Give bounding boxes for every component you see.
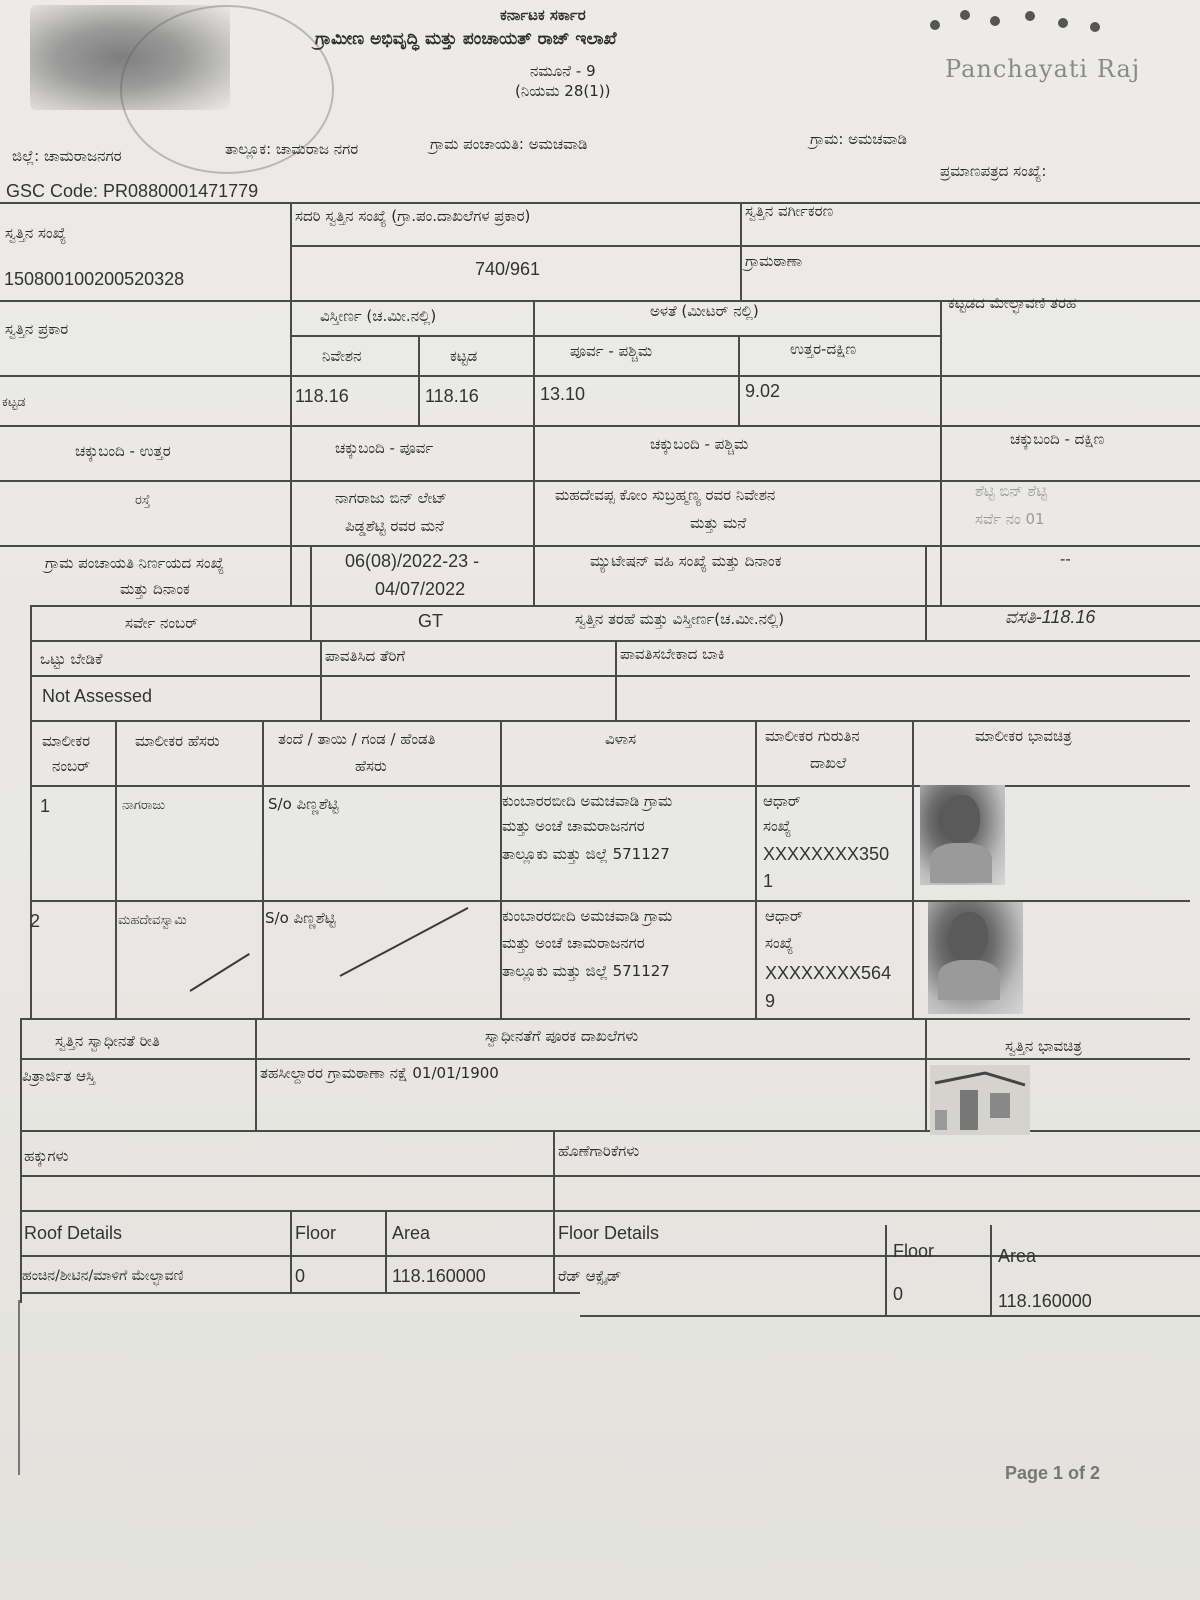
roof-details-label: Roof Details bbox=[24, 1223, 123, 1243]
east-west-value: 13.10 bbox=[540, 384, 586, 404]
property-type-label: ಸ್ವತ್ತಿನ ಪ್ರಕಾರ bbox=[5, 320, 69, 338]
dept-title: ಗ್ರಾಮೀಣ ಅಭಿವೃದ್ಧಿ ಮತ್ತು ಪಂಚಾಯತ್ ರಾಜ್ ಇಲಾಖೆ bbox=[315, 29, 617, 49]
acquisition-docs-label: ಸ್ವಾಧೀನತೆಗೆ ಪೂರಕ ದಾಖಲೆಗಳು bbox=[485, 1027, 639, 1045]
rights-label: ಹಕ್ಕುಗಳು bbox=[24, 1147, 69, 1165]
owner-1-address-3: ತಾಲ್ಲೂಕು ಮತ್ತು ಜಿಲ್ಲೆ 571127 bbox=[502, 845, 670, 863]
floor-floor-value: 0 bbox=[893, 1284, 904, 1304]
certificate-number: ಪ್ರಮಾಣಪತ್ರದ ಸಂಖ್ಯೆ: bbox=[940, 162, 1047, 180]
floor-details-label: Floor Details bbox=[558, 1223, 660, 1243]
north-label: ಚಕ್ಕುಬಂದಿ - ಉತ್ತರ bbox=[75, 442, 171, 460]
acquisition-docs-value: ತಹಸೀಲ್ದಾರರ ಗ್ರಾಮಠಾಣಾ ನಕ್ಷೆ 01/01/1900 bbox=[260, 1064, 499, 1082]
owner-photo-label: ಮಾಲೀಕರ ಭಾವಚಿತ್ರ bbox=[975, 727, 1072, 745]
south-label: ಚಕ್ಕುಬಂದಿ - ದಕ್ಷಿಣ bbox=[1010, 430, 1105, 448]
owner-2-photo bbox=[928, 902, 1023, 1014]
east-label: ಚಕ್ಕುಬಂದಿ - ಪೂರ್ವ bbox=[335, 439, 434, 457]
signature-mark-1 bbox=[189, 953, 249, 992]
gsc-code: GSC Code: PR0880001471779 bbox=[6, 181, 259, 201]
taluk: ತಾಲ್ಲೂಕ: ಚಾಮರಾಜ ನಗರ bbox=[225, 140, 359, 158]
owner-name-label: ಮಾಲೀಕರ ಹೆಸರು bbox=[135, 732, 220, 750]
mutation-label: ಮ್ಯುಟೇಷನ್ ವಹಿ ಸಂಖ್ಯೆ ಮತ್ತು ದಿನಾಂಕ bbox=[590, 552, 782, 570]
property-id-value: 150800100200520328 bbox=[4, 269, 185, 289]
owner-1-name: ನಾಗರಾಜು bbox=[122, 798, 166, 813]
address-label: ವಿಳಾಸ bbox=[605, 730, 637, 748]
roof-area-label: Area bbox=[392, 1223, 431, 1243]
liabilities-label: ಹೊಣೆಗಾರಿಕೆಗಳು bbox=[558, 1142, 640, 1160]
owner-no-label-1: ಮಾಲೀಕರ bbox=[42, 732, 91, 750]
east-value-2: ಪಿಡ್ಡಶೆಟ್ಟಿ ರವರ ಮನೆ bbox=[345, 517, 444, 535]
form-number: ನಮೂನೆ - 9 bbox=[530, 62, 596, 80]
owner-2-id-3: XXXXXXXX564 bbox=[765, 963, 892, 983]
north-south-value: 9.02 bbox=[745, 381, 781, 401]
owner-1-id-3: XXXXXXXX350 bbox=[763, 844, 890, 864]
mutation-value: -- bbox=[1060, 550, 1071, 568]
usage-value: ವಸತಿ-118.16 bbox=[1005, 607, 1096, 627]
floor-area-value: 118.160000 bbox=[998, 1291, 1092, 1311]
rule-number: (ನಿಯಮ 28(1)) bbox=[515, 82, 611, 100]
owner-1-no: 1 bbox=[40, 796, 51, 816]
owner-2-address-2: ಮತ್ತು ಅಂಚೆ ಚಾಮರಾಜನಗರ bbox=[502, 934, 645, 952]
owner-2-address-3: ತಾಲ್ಲೂಕು ಮತ್ತು ಜಿಲ್ಲೆ 571127 bbox=[502, 962, 670, 980]
south-value-2: ಸರ್ವೆ ನಂ 01 bbox=[975, 510, 1045, 528]
owner-2-no: 2 bbox=[30, 911, 41, 931]
panchayati-raj-logo bbox=[930, 8, 1130, 48]
building-value: 118.16 bbox=[425, 386, 479, 406]
balance-due-label: ಪಾವತಿಸಬೇಕಾದ ಬಾಕಿ bbox=[620, 645, 725, 663]
resolution-value-2: 04/07/2022 bbox=[375, 579, 466, 599]
owner-1-relation: S/o ಪಿಣ್ಣಶೆಟ್ಟಿ bbox=[268, 795, 339, 813]
site-value: 118.16 bbox=[295, 386, 349, 406]
resolution-label-2: ಮತ್ತು ದಿನಾಂಕ bbox=[120, 580, 190, 598]
west-label: ಚಕ್ಕುಬಂದಿ - ಪಶ್ಚಿಮ bbox=[650, 435, 749, 453]
acquisition-mode-value: ಪಿತ್ರಾರ್ಜಿತ ಆಸ್ತಿ bbox=[22, 1067, 96, 1085]
survey-value: GT bbox=[418, 611, 443, 631]
govt-title: ಕರ್ನಾಟಕ ಸರ್ಕಾರ bbox=[500, 6, 586, 24]
dimension-label: ಅಳತೆ (ಮೀಟರ್ ನಲ್ಲಿ) bbox=[650, 302, 759, 320]
north-value: ರಸ್ತೆ bbox=[135, 493, 151, 508]
north-south-label: ಉತ್ತರ-ದಕ್ಷಿಣ bbox=[790, 340, 857, 358]
gram-panchayat: ಗ್ರಾಮ ಪಂಚಾಯತಿ: ಅಮಚವಾಡಿ bbox=[430, 135, 588, 153]
area-label: ವಿಸ್ತೀರ್ಣ (ಚ.ಮೀ.ನಲ್ಲಿ) bbox=[320, 307, 437, 325]
floor-floor-label: Floor bbox=[893, 1241, 935, 1261]
east-west-label: ಪೂರ್ವ - ಪಶ್ಚಿಮ bbox=[570, 342, 653, 360]
roof-area-value: 118.160000 bbox=[392, 1266, 486, 1286]
total-demand-value: Not Assessed bbox=[42, 686, 153, 706]
resolution-value-1: 06(08)/2022-23 - bbox=[345, 551, 480, 571]
page-number: Page 1 of 2 bbox=[1005, 1463, 1101, 1483]
owner-1-address-2: ಮತ್ತು ಅಂಚೆ ಚಾಮರಾಜನಗರ bbox=[502, 817, 645, 835]
owner-1-id-1: ಆಧಾರ್ bbox=[763, 792, 801, 810]
id-proof-label-2: ದಾಖಲೆ bbox=[810, 754, 847, 772]
relation-label-1: ತಂದೆ / ತಾಯಿ / ಗಂಡ / ಹೆಂಡತಿ bbox=[278, 730, 436, 748]
property-photo bbox=[930, 1065, 1030, 1135]
usage-label: ಸ್ವತ್ತಿನ ತರಹೆ ಮತ್ತು ವಿಸ್ತೀರ್ಣ(ಚ.ಮೀ.ನಲ್ಲಿ) bbox=[575, 610, 785, 628]
relation-label-2: ಹೆಸರು bbox=[355, 757, 387, 775]
total-demand-label: ಒಟ್ಟು ಬೇಡಿಕೆ bbox=[40, 650, 103, 668]
district: ಜಿಲ್ಲೆ: ಚಾಮರಾಜನಗರ bbox=[12, 147, 122, 165]
roof-floor-value: 0 bbox=[295, 1266, 306, 1286]
classification-label: ಸ್ವತ್ತಿನ ವರ್ಗೀಕರಣ bbox=[745, 202, 834, 220]
acquisition-mode-label: ಸ್ವತ್ತಿನ ಸ್ವಾಧೀನತೆ ರೀತಿ bbox=[55, 1032, 160, 1050]
classification-value: ಗ್ರಾಮಠಾಣಾ bbox=[745, 252, 803, 270]
owner-1-id-4: 1 bbox=[763, 871, 774, 891]
panchayati-raj-text: Panchayati Raj bbox=[945, 55, 1141, 83]
east-value-1: ನಾಗರಾಜು ಬಿನ್ ಲೇಟ್ bbox=[335, 489, 447, 507]
floor-type-value: ರೆಡ್ ಆಕ್ಸೈಡ್ bbox=[558, 1267, 622, 1285]
owner-2-id-1: ಆಧಾರ್ bbox=[765, 907, 803, 925]
building-label: ಕಟ್ಟಡ bbox=[450, 347, 478, 365]
gp-number-label: ಸದರಿ ಸ್ವತ್ತಿನ ಸಂಖ್ಯೆ (ಗ್ರಾ.ಪಂ.ದಾಖಲೆಗಳ ಪ್ರಕಾರ) bbox=[295, 207, 531, 225]
owner-no-label-2: ನಂಬರ್ bbox=[52, 757, 90, 775]
owner-1-address-1: ಕುಂಬಾರರಬೀದಿ ಅಮಚವಾಡಿ ಗ್ರಾಮ bbox=[502, 792, 673, 810]
survey-label: ಸರ್ವೇ ನಂಬರ್ bbox=[125, 614, 198, 632]
tax-paid-label: ಪಾವತಿಸಿದ ತೆರಿಗೆ bbox=[325, 647, 406, 665]
floor-area-label: Area bbox=[998, 1246, 1037, 1266]
owner-1-id-2: ಸಂಖ್ಯೆ bbox=[763, 817, 792, 835]
resolution-label-1: ಗ್ರಾಮ ಪಂಚಾಯತಿ ನಿರ್ಣಯದ ಸಂಖ್ಯೆ bbox=[45, 554, 225, 572]
owner-2-relation: S/o ಪಿಣ್ಣಶೆಟ್ಟಿ bbox=[265, 909, 336, 927]
village: ಗ್ರಾಮ: ಅಮಚವಾಡಿ bbox=[810, 130, 907, 148]
south-value-1: ಶೆಟ್ಟಿ ಬಿನ್ ಶೆಟ್ಟಿ bbox=[975, 482, 1048, 500]
property-id-label: ಸ್ವತ್ತಿನ ಸಂಖ್ಯೆ bbox=[5, 224, 67, 242]
property-photo-label: ಸ್ವತ್ತಿನ ಭಾವಚಿತ್ರ bbox=[1005, 1037, 1082, 1055]
west-value-1: ಮಹದೇವಪ್ಪ ಕೋಂ ಸುಬ್ರಹ್ಮಣ್ಯ ರವರ ನಿವೇಶನ bbox=[555, 486, 776, 504]
owner-2-id-4: 9 bbox=[765, 991, 776, 1011]
id-proof-label-1: ಮಾಲೀಕರ ಗುರುತಿನ bbox=[765, 727, 860, 745]
owner-2-address-1: ಕುಂಬಾರರಬೀದಿ ಅಮಚವಾಡಿ ಗ್ರಾಮ bbox=[502, 907, 673, 925]
roof-type-value: ಹಂಚಿನ/ಶೀಟಿನ/ಮಾಳಿಗೆ ಮೇಲ್ಛಾವಣಿ bbox=[22, 1268, 184, 1284]
owner-2-id-2: ಸಂಖ್ಯೆ bbox=[765, 934, 794, 952]
owner-2-name: ಮಹದೇವಸ್ವಾಮಿ bbox=[118, 913, 187, 928]
owner-1-photo bbox=[920, 785, 1005, 885]
signature-mark-2 bbox=[340, 907, 469, 977]
west-value-2: ಮತ್ತು ಮನೆ bbox=[690, 514, 747, 532]
construction-label: ಕಟ್ಟಡದ ಮೇಲ್ಛಾವಣಿ ತರಹ bbox=[948, 294, 1077, 312]
gp-number-value: 740/961 bbox=[475, 259, 541, 279]
site-label: ನಿವೇಶನ bbox=[322, 347, 362, 365]
property-type-value: ಕಟ್ಟಡ bbox=[2, 395, 26, 410]
roof-floor-label: Floor bbox=[295, 1223, 337, 1243]
